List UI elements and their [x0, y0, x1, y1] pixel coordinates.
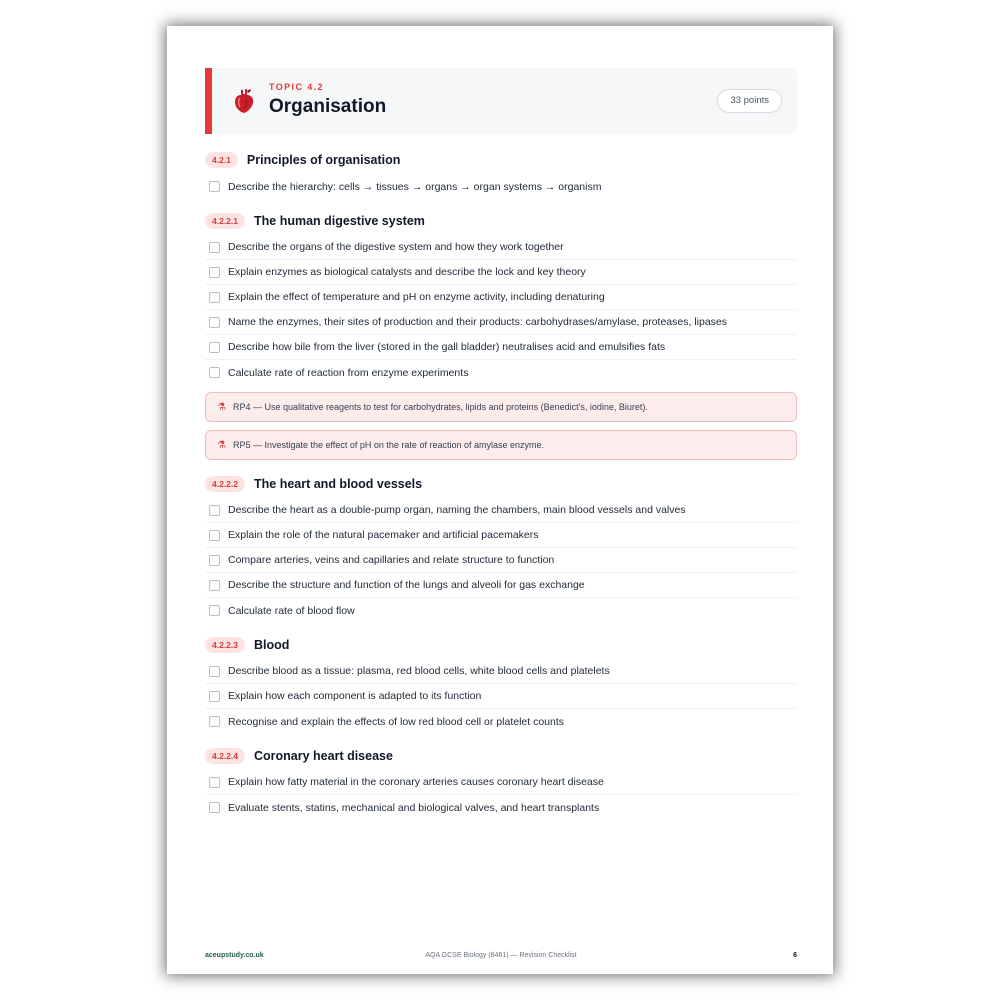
section-header — [205, 636, 289, 654]
checkbox[interactable] — [209, 605, 220, 616]
section-title: The human digestive system — [254, 214, 425, 228]
checkbox[interactable] — [209, 777, 220, 788]
checklist-item-text: Calculate rate of reaction from enzyme experiments — [228, 366, 469, 379]
checkbox[interactable] — [209, 267, 220, 278]
topic-header — [205, 68, 797, 134]
checklist-item-text: Explain the effect of temperature and pH on enzyme activity, including denaturing — [228, 291, 605, 303]
checkbox[interactable] — [209, 317, 220, 328]
flask-icon: ⚗ — [217, 439, 226, 451]
checklist-item[interactable] — [205, 709, 797, 734]
flask-icon: ⚗ — [217, 401, 226, 413]
checklist-item[interactable] — [205, 498, 797, 523]
checklist-item-text: Describe the hierarchy: cells → tissues → organs → organ systems → organism — [228, 180, 602, 193]
section-header — [205, 475, 422, 493]
section-title: Coronary heart disease — [254, 749, 393, 763]
checklist-item-text: Evaluate stents, statins, mechanical and biological valves, and heart transplants — [228, 801, 600, 814]
checklist-item-text: Describe the organs of the digestive system and how they work together — [228, 241, 564, 253]
checklist-item-text: Calculate rate of blood flow — [228, 604, 355, 617]
checklist-item-text: Explain how fatty material in the coronary arteries causes coronary heart disease — [228, 776, 604, 788]
checklist-item[interactable] — [205, 285, 797, 310]
footer-brand-link[interactable]: aceupstudy.co.uk — [205, 952, 264, 959]
section-code-badge: 4.2.2.2 — [205, 476, 245, 492]
section-header — [205, 212, 425, 230]
checkbox[interactable] — [209, 555, 220, 566]
checklist-item-text: Explain enzymes as biological catalysts and describe the lock and key theory — [228, 266, 586, 278]
points-badge: 33 points — [717, 89, 782, 113]
checkbox[interactable] — [209, 530, 220, 541]
checkbox[interactable] — [209, 691, 220, 702]
section-code-badge: 4.2.2.1 — [205, 213, 245, 229]
required-practical-box — [205, 392, 797, 422]
checklist-item[interactable] — [205, 174, 797, 199]
checkbox[interactable] — [209, 292, 220, 303]
section-code-badge: 4.2.1 — [205, 152, 238, 168]
checklist-item-text: Name the enzymes, their sites of production and their products: carbohydrases/amylase, proteases, lipases — [228, 316, 728, 328]
checklist-item[interactable] — [205, 659, 797, 684]
checkbox[interactable] — [209, 666, 220, 677]
checkbox[interactable] — [209, 802, 220, 813]
checklist-item[interactable] — [205, 598, 797, 623]
section-header — [205, 151, 400, 169]
anatomical-heart-icon — [232, 88, 256, 114]
checklist-item[interactable] — [205, 235, 797, 260]
checklist-item[interactable] — [205, 523, 797, 548]
checkbox[interactable] — [209, 505, 220, 516]
checklist-item[interactable] — [205, 684, 797, 709]
checkbox[interactable] — [209, 367, 220, 378]
checklist-item[interactable] — [205, 770, 797, 795]
section-code-badge: 4.2.2.3 — [205, 637, 245, 653]
required-practical-text: RP5 — Investigate the effect of pH on the rate of reaction of amylase enzyme. — [233, 440, 545, 450]
section-code-badge: 4.2.2.4 — [205, 748, 245, 764]
checklist-item-text: Recognise and explain the effects of low red blood cell or platelet counts — [228, 715, 565, 728]
footer-document-title: AQA GCSE Biology (8461) — Revision Checklist — [425, 952, 577, 959]
required-practical-text: RP4 — Use qualitative reagents to test for carbohydrates, lipids and proteins (Benedict's, iodine, Biuret). — [233, 402, 648, 412]
checklist-item[interactable] — [205, 360, 797, 385]
checkbox[interactable] — [209, 181, 220, 192]
section-header — [205, 747, 393, 765]
section-title: The heart and blood vessels — [254, 477, 423, 491]
checklist-item-text: Describe the structure and function of the lungs and alveoli for gas exchange — [228, 579, 585, 591]
checklist-item[interactable] — [205, 548, 797, 573]
checklist-page — [167, 26, 833, 974]
section-title: Blood — [254, 638, 290, 652]
page-footer — [205, 952, 797, 964]
checklist-item[interactable] — [205, 795, 797, 820]
checkbox[interactable] — [209, 716, 220, 727]
checklist-item-text: Explain the role of the natural pacemaker and artificial pacemakers — [228, 529, 539, 541]
checklist-item[interactable] — [205, 335, 797, 360]
checkbox[interactable] — [209, 342, 220, 353]
page-title: Organisation — [269, 96, 387, 117]
checklist-item-text: Describe how bile from the liver (stored in the gall bladder) neutralises acid and emulsifies fats — [228, 341, 666, 353]
checkbox[interactable] — [209, 242, 220, 253]
topic-tag: TOPIC 4.2 — [269, 82, 324, 92]
checklist-item[interactable] — [205, 310, 797, 335]
checklist-item-text: Explain how each component is adapted to its function — [228, 690, 482, 702]
section-title: Principles of organisation — [246, 153, 401, 167]
checklist-item-text: Describe blood as a tissue: plasma, red blood cells, white blood cells and platelets — [228, 665, 610, 677]
checklist-item[interactable] — [205, 573, 797, 598]
checkbox[interactable] — [209, 580, 220, 591]
checklist-item-text: Compare arteries, veins and capillaries and relate structure to function — [228, 554, 555, 566]
checklist-item[interactable] — [205, 260, 797, 285]
checklist-item-text: Describe the heart as a double-pump organ, naming the chambers, main blood vessels and valves — [228, 504, 686, 516]
required-practical-box — [205, 430, 797, 460]
page-number: 6 — [793, 952, 797, 959]
